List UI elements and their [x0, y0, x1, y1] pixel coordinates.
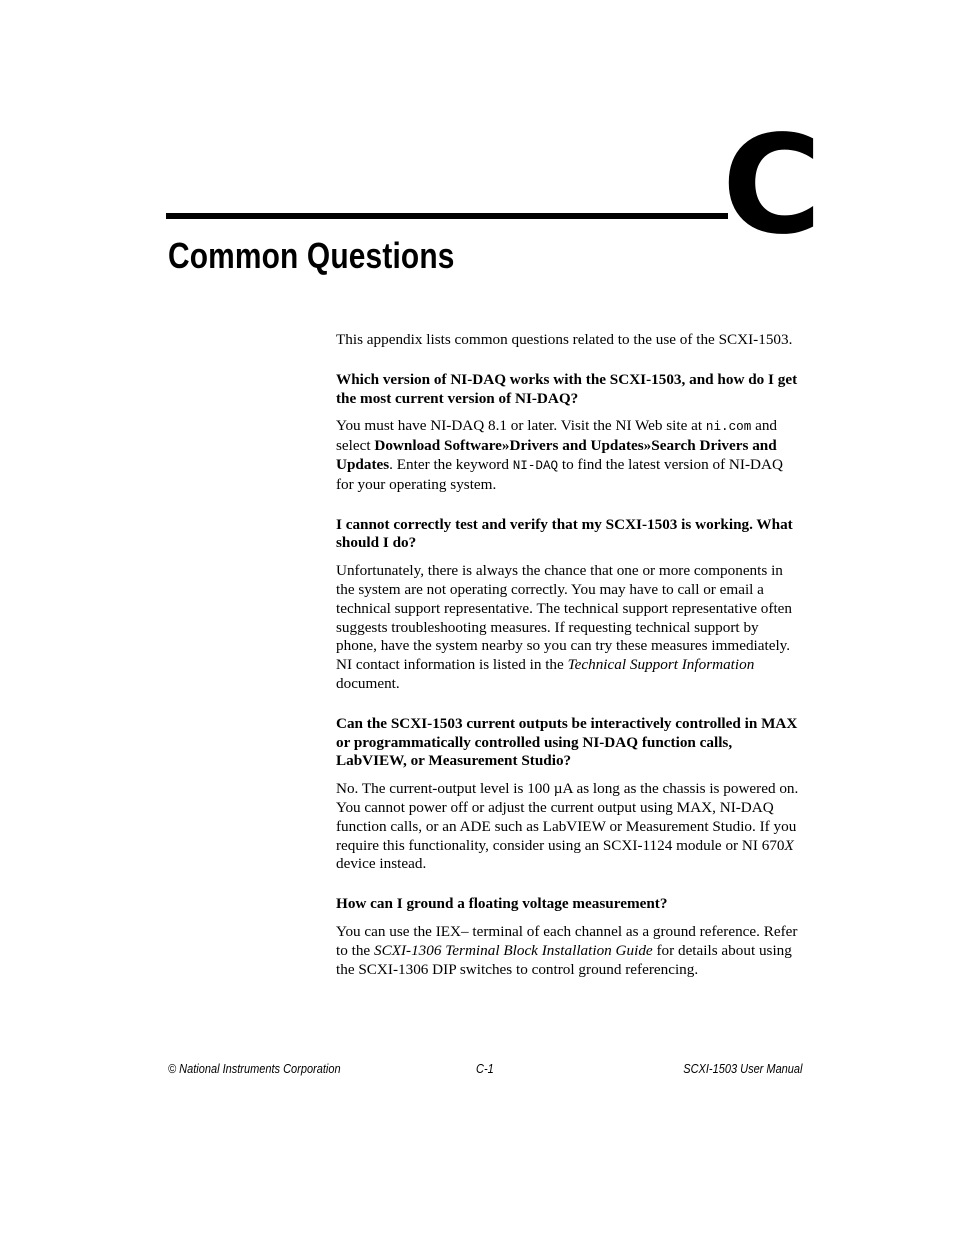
chapter-rule [166, 213, 728, 219]
answer-3-text-2: device instead. [336, 855, 427, 873]
ni-website-link: ni.com [705, 420, 752, 435]
answer-3-text-1: No. The current-output level is 100 µA as long as the chassis is powered on. You cannot power off or adjust the current output using MAX, NI-DAQ function calls, or an ADE such as LabVIEW or Measurement Studio. If you require this functionality, consider using an SCXI-1124 module or NI 670 [336, 780, 799, 854]
answer-4 [336, 923, 801, 979]
footer-copyright: © National Instruments Corporation [168, 1062, 341, 1076]
question-2: I cannot correctly test and verify that my SCXI-1503 is working. What should I do? [336, 515, 793, 552]
intro-paragraph: This appendix lists common questions related to the use of the SCXI-1503. [336, 331, 793, 348]
answer-2-text-2: document. [336, 674, 400, 692]
device-variable: X [784, 836, 794, 854]
answer-3 [336, 780, 801, 874]
answer-1 [336, 417, 801, 494]
page-footer [168, 1062, 802, 1078]
answer-4-text-1: You can use the IEX– terminal of each channel as a ground reference. Refer to the [336, 922, 798, 959]
question-4: How can I ground a floating voltage measurement? [336, 895, 668, 913]
page-title: Common Questions [168, 235, 455, 276]
footer-page-number: C-1 [476, 1062, 494, 1076]
answer-2-text-1: Unfortunately, there is always the chance that one or more components in the system are not operating correctly. You may have to call or email a technical support representative. The technical support representative often suggests troubleshooting measures. If requesting technical support by phone, have the system nearby so you can try these measures immediately. NI contact information is listed in the [336, 562, 793, 674]
main-content [336, 331, 801, 1000]
keyword-code: NI-DAQ [512, 458, 559, 473]
footer-manual-title: SCXI-1503 User Manual [682, 1062, 802, 1076]
question-3: Can the SCXI-1503 current outputs be interactively controlled in MAX or programmatically controlled using NI-DAQ function calls, LabVIEW, or Measurement Studio? [336, 714, 798, 770]
question-1: Which version of NI-DAQ works with the SCXI-1503, and how do I get the most current version of NI-DAQ? [336, 370, 798, 407]
answer-1-text-3: . Enter the keyword [389, 455, 513, 473]
answer-4-text-2: for details about using the SCXI-1306 DIP switches to control ground referencing. [336, 941, 792, 978]
appendix-letter: C [722, 107, 822, 265]
document-title-support: Technical Support Information [567, 656, 755, 674]
document-title-guide: SCXI-1306 Terminal Block Installation Guide [373, 941, 653, 959]
download-path: Download Software»Drivers and Updates»Search Drivers and Updates [336, 437, 777, 473]
answer-2 [336, 562, 801, 694]
answer-1-text-2: and select [336, 417, 778, 455]
answer-1-text-1: You must have NI-DAQ 8.1 or later. Visit the NI Web site at [336, 417, 706, 435]
answer-1-text-4: to find the latest version of NI-DAQ for your operating system. [336, 455, 783, 493]
